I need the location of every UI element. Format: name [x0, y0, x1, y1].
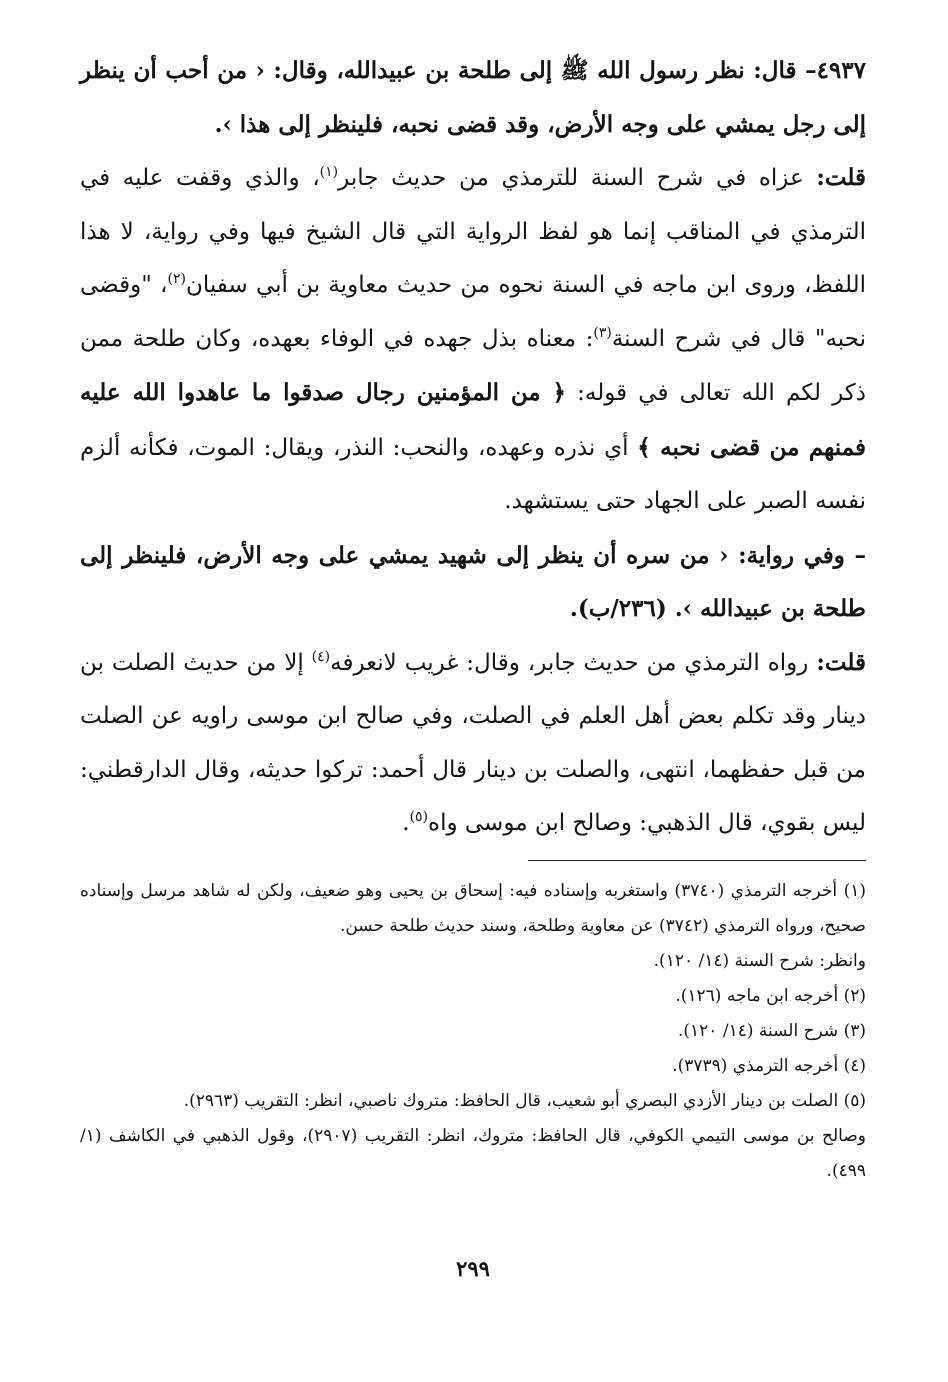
footnote-ref-2: (٢) [167, 271, 186, 287]
quran-verse: ﴿ من المؤمنين رجال صدقوا ما عاهدوا الله عليه فمنهم من قضى نحبه ﴾ [80, 379, 866, 461]
book-page [80, 44, 866, 1354]
footnote-ref-4: (٤) [311, 648, 331, 665]
commentary-text: ، "وقضى نحبه" قال في شرح السنة [80, 272, 866, 352]
hadith-4937 [80, 44, 866, 151]
footnote-ref-3: (٣) [593, 324, 612, 341]
commentary-text: رواه الترمذي من حديث جابر، وقال: غريب لانعرفه [330, 649, 809, 676]
riwaya-paragraph [80, 529, 866, 636]
footnote-1-cont: وانظر: شرح السنة (١٤/ ١٢٠). [653, 951, 866, 971]
commentary-paragraph-2 [80, 636, 866, 851]
commentary-paragraph-1 [80, 151, 866, 529]
riwaya-text: – وفي رواية: ‹ من سره أن ينظر إلى شهيد يمشي على وجه الأرض، فلينظر إلى طلحة بن عبيدالله ›. [80, 541, 866, 622]
commentary-text: ، والذي وقفت عليه في الترمذي في المناقب إنما هو لفظ الرواية التي قال الشيخ فيها وفي رواية، لا هذا اللفظ، وروى ابن ماجه في السنة نحوه من حديث معاوية بن أبي سفيان [80, 165, 866, 298]
main-text [80, 44, 866, 851]
page-number: ٢٩٩ [456, 1256, 490, 1281]
footnote-4: (٤) أخرجه الترمذي (٣٧٣٩). [672, 1056, 866, 1076]
footnote-ref-1: (١) [319, 164, 339, 180]
hadith-number: ٤٩٣٧ [816, 57, 866, 84]
footnote-5-cont: وصالح بن موسى التيمي الكوفي، قال الحافظ: متروك، انظر: التقريب (٢٩٠٧)، وقول الذهبي في الكاشف (١/ ٤٩٩). [80, 1126, 866, 1181]
hadith-text: – قال: نظر رسول الله ﷺ إلى طلحة بن عبيدالله، وقال: ‹ من أحب أن ينظر إلى رجل يمشي على وجه الأرض، وقد قضى نحبه، فلينظر إلى هذا ›. [80, 57, 866, 138]
footnote-1: (١) أخرجه الترمذي (٣٧٤٠) واستغربه وإسناده فيه: إسحاق بن يحيى وهو ضعيف، ولكن له شاهد مرسل وإسناده صحيح، ورواه الترمذي (٣٧٤٢) عن معاوية وطلحة، وسند حديث طلحة حسن. [80, 881, 866, 936]
qultu-label: قلت: [816, 648, 867, 676]
footnote-ref-5: (٥) [409, 809, 429, 825]
commentary-text: إلا من حديث الصلت بن دينار وقد تكلم بعض أهل العلم في الصلت، وفي صالح ابن موسى راويه عن الصلت من قبل حفظهما، انتهى، والصلت بن دينار قال أحمد: تركوا حديثه، وقال الدارقطني: ليس بقوي، قال الذهبي: وصالح ابن موسى واه [80, 649, 866, 836]
footnotes [80, 874, 866, 1189]
commentary-text: . [402, 810, 410, 836]
manuscript-ref: (٢٣٦/ب). [569, 595, 667, 622]
footnote-divider [528, 860, 866, 861]
commentary-text: أي نذره وعهده، والنحب: النذر، ويقال: الموت، فكأنه ألزم نفسه الصبر على الجهاد حتى يستشهد. [80, 434, 866, 514]
qultu-label: قلت: [816, 164, 867, 191]
footnote-5: (٥) الصلت بن دينار الأزدي البصري أبو شعيب، قال الحافظ: متروك ناصبي، انظر: التقريب (٢٩٦٣). [183, 1091, 866, 1111]
commentary-text: عزاه في شرح السنة للترمذي من حديث جابر [338, 165, 804, 191]
footnote-2: (٢) أخرجه ابن ماجه (١٢٦). [675, 986, 866, 1006]
commentary-text: : معناه بذل جهده في الوفاء بعهده، وكان طلحة ممن ذكر لكم الله تعالى في قوله: [80, 325, 866, 406]
footnote-3: (٣) شرح السنة (١٤/ ١٢٠). [677, 1021, 866, 1041]
